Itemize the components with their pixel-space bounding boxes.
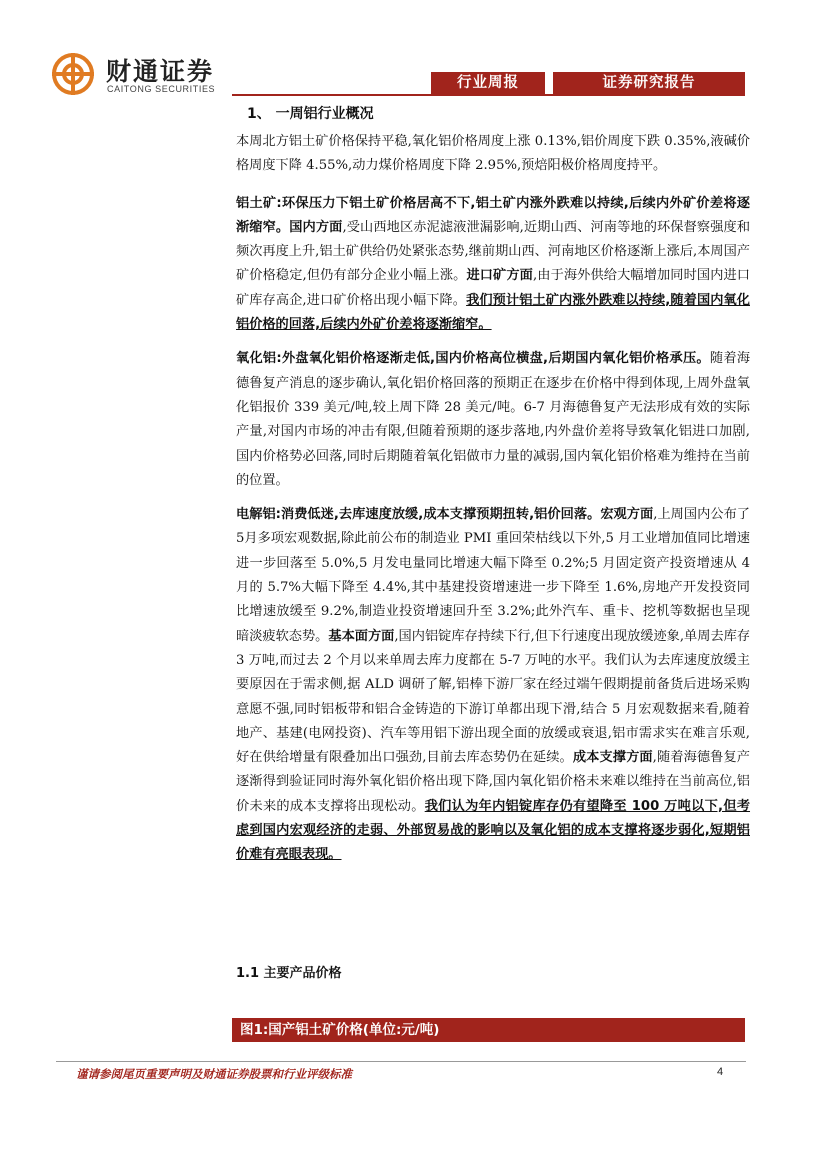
page-number: 4 (717, 1066, 724, 1078)
cost-support-text: ,随着海德鲁复产逐渐得到验证同时海外氧化铝价格出现下降,国内氧化铝价格未来难以维持在当前高位,铝价未来的成本支撑将出现松动。 (236, 750, 750, 814)
electrolytic-paragraph (236, 503, 750, 867)
report-type-header (431, 72, 745, 94)
report-body (236, 130, 750, 878)
logo-english-name: CAITONG SECURITIES (107, 84, 216, 94)
electrolytic-headline: 电解铝:消费低迷,去库速度放缓,成本支撑预期扭转,铝价回落。 (236, 507, 601, 523)
footer-disclaimer: 谨请参阅尾页重要声明及财通证券股票和行业评级标准 (76, 1067, 352, 1081)
tab-weekly-report: 行业周报 (431, 72, 545, 94)
fundamentals-label: 基本面方面 (328, 628, 395, 644)
intro-paragraph: 本周北方铝土矿价格保持平稳,氧化铝价格周度上涨 0.13%,铝价周度下跌 0.35%,液碱价格周度下降 4.55%,动力煤价格周度下降 2.95%,预焙阳极价格周度持平。 (236, 134, 750, 174)
bauxite-import-label: 进口矿方面 (466, 268, 533, 284)
macro-label: 宏观方面 (600, 507, 654, 523)
cost-support-label: 成本支撑方面 (572, 750, 653, 766)
bauxite-domestic-label: 国内方面 (289, 219, 343, 235)
bauxite-domestic-text: ,受山西地区赤泥滤液泄漏影响,近期山西、河南等地的环保督察强度和频次再度上升,铝土矿供给仍处紧张态势,继前期山西、河南地区价格逐渐上涨后,本周国产矿价格稳定,但仍有部分企业小幅上涨。 (236, 219, 751, 284)
bauxite-import-text: ,由于海外供给大幅增加同时国内进口矿库存高企,进口矿价格出现小幅下降。 (236, 268, 750, 308)
macro-text: ,上周国内公布了5月多项宏观数据,除此前公布的制造业 PMI 重回荣枯线以下外,5 月工业增加值同比增速进一步回落至 5.0%,5 月发电量同比增速大幅下降至 0.2%;5 月固定资产投资增速从 4 月的 5.7%大幅下降至 4.4%,其中基建投资增速进一步下降至 1.6%,房地产开发投资同比增速放缓至 9.2%,制造业投资增速回升至 3.2%;此外汽车、重卡、挖机等数据也呈现暗淡疲软态势。 (236, 507, 750, 644)
figure-caption: 图1:国产铝土矿价格(单位:元/吨) (232, 1018, 745, 1042)
subsection-title: 1.1 主要产品价格 (236, 966, 342, 981)
alumina-paragraph (236, 347, 750, 493)
caitong-logo-icon (50, 52, 96, 96)
fundamentals-text: ,国内铝锭库存持续下行,但下行速度出现放缓迹象,单周去库存 3 万吨,而过去 2 个月以来单周去库力度都在 5-7 万吨的水平。我们认为去库速度放缓主要原因在于需求侧,据 ALD 调研了解,铝棒下游厂家在经过端午假期提前备货后进场采购意愿不强,同时铝板带和铝合金铸造的下游订单都出现下滑,结合 5 月宏观数据来看,随着地产、基建(电网投资)、汽车等用铝下游出现全面的放缓或衰退,铝市需求实在难言乐观,好在供给增量有限叠加出口强劲,目前去库态势仍在延续。 (236, 628, 751, 766)
electrolytic-conclusion: 我们认为年内铝锭库存仍有望降至 100 万吨以下,但考虑到国内宏观经济的走弱、外部贸易战的影响以及氧化铝的成本支撑将逐步弱化,短期铝价难有亮眼表现。 (236, 798, 751, 863)
footer-divider (56, 1061, 746, 1062)
bauxite-conclusion: 我们预计铝土矿内涨外跌难以持续,随着国内氧化铝价格的回落,后续内外矿价差将逐渐缩窄。 (236, 292, 750, 333)
header-divider (232, 94, 745, 96)
tab-research-report: 证券研究报告 (553, 72, 745, 94)
bauxite-headline: 铝土矿:环保压力下铝土矿价格居高不下,铝土矿内涨外跌难以持续,后续内外矿价差将逐渐缩窄。 (236, 195, 750, 235)
company-logo (50, 52, 220, 96)
section-title: 1、 一周铝行业概况 (247, 106, 374, 122)
logo-chinese-name: 财通证券 (106, 57, 215, 86)
bauxite-paragraph (236, 192, 750, 338)
alumina-text: 随着海德鲁复产消息的逐步确认,氧化铝价格回落的预期正在逐步在价格中得到体现,上周外盘氧化铝报价 339 美元/吨,较上周下降 28 美元/吨。6-7 月海德鲁复产无法形成有效的实际产量,对国内市场的冲击有限,但随着预期的逐步落地,内外盘价差将导致氧化铝进口加剧,国内价格势必回落,同时后期随着氧化铝做市力量的减弱,国内氧化铝价格难为维持在当前的位置。 (236, 351, 751, 488)
alumina-headline: 氧化铝:外盘氧化铝价格逐渐走低,国内价格高位横盘,后期国内氧化铝价格承压。 (236, 351, 710, 367)
